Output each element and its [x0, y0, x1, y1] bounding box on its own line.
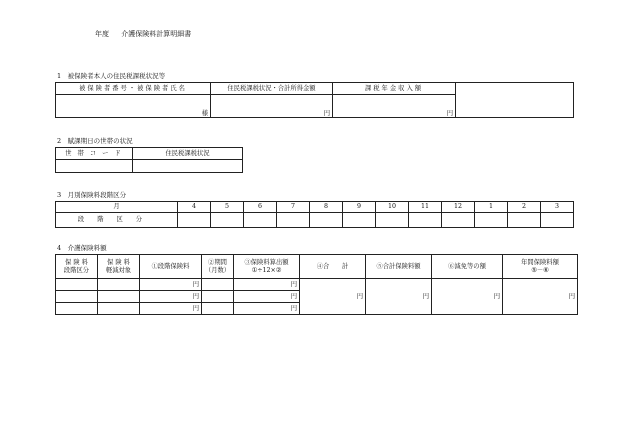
month-label: 月	[56, 202, 178, 213]
total-premium-header: ⑤合計保険料額	[366, 255, 432, 279]
table-cell	[98, 291, 140, 303]
premium-class-header-line2: 段階区分	[63, 266, 90, 274]
month-1: 1	[475, 202, 508, 213]
premium-class-header-line1: 保 険 料	[65, 259, 88, 267]
period-header-line1: ②期間	[208, 259, 227, 267]
month-12: 12	[442, 202, 475, 213]
household-code-header: 世 帯 コ ー ド	[56, 148, 133, 160]
class-cell	[343, 213, 376, 228]
period-cell	[202, 291, 234, 303]
insured-number-name-header: 被保険者番号・被保険者氏名	[56, 83, 211, 95]
month-2: 2	[508, 202, 541, 213]
class-cell	[310, 213, 343, 228]
calculated-premium-header	[234, 255, 300, 279]
class-cell	[475, 213, 508, 228]
class-cell	[244, 213, 277, 228]
monthly-class-table	[55, 201, 574, 228]
calculated-premium-header-line1: ③保険料算出額	[244, 259, 289, 267]
pension-income-cell: 円	[333, 95, 456, 118]
insured-tax-table	[55, 82, 574, 118]
household-table	[55, 147, 243, 173]
household-tax-status-header: 住民税課税状況	[133, 148, 243, 160]
table-cell	[56, 291, 98, 303]
class-cell	[178, 213, 211, 228]
period-header-line2: （月数）	[204, 266, 231, 274]
annual-premium-header-line1: 年間保険料額	[521, 259, 559, 267]
tier-premium-header: ①段階保険料	[140, 255, 202, 279]
class-cell	[277, 213, 310, 228]
month-4: 4	[178, 202, 211, 213]
section4-heading: 4 介護保険料額	[57, 244, 107, 252]
title-main: 介護保険料計算明細書	[121, 30, 192, 38]
exemption-header: ⑥減免等の額	[432, 255, 503, 279]
period-header	[202, 255, 234, 279]
class-cell	[442, 213, 475, 228]
table-cell	[56, 279, 98, 291]
total-income-cell: 円	[211, 95, 333, 118]
table-cell	[98, 279, 140, 291]
month-11: 11	[409, 202, 442, 213]
section1-heading: 1 被保険者本人の住民税課税状況等	[57, 72, 166, 80]
section2-heading: 2 賦課期日の世帯の状況	[57, 137, 133, 145]
annual-premium-header	[503, 255, 578, 279]
premium-class-header	[56, 255, 98, 279]
total-header: ④合 計	[300, 255, 366, 279]
year-label: 年度	[95, 30, 109, 38]
calculated-premium-cell: 円	[234, 279, 300, 291]
month-9: 9	[343, 202, 376, 213]
section3-heading: 3 月別保険料段階区分	[57, 191, 127, 199]
reduction-target-header-line1: 保 険 料	[107, 259, 130, 267]
month-7: 7	[277, 202, 310, 213]
month-6: 6	[244, 202, 277, 213]
annual-premium-cell: 円	[503, 279, 578, 315]
month-3: 3	[541, 202, 574, 213]
table-cell	[56, 303, 98, 315]
class-cell	[508, 213, 541, 228]
blank-cell	[456, 83, 574, 118]
tier-premium-cell: 円	[140, 279, 202, 291]
household-code-cell	[56, 160, 133, 173]
reduction-target-header-line2: 軽減対象	[105, 266, 132, 274]
class-cell	[541, 213, 574, 228]
premium-table	[55, 254, 578, 315]
insured-name-cell: 様	[56, 95, 211, 118]
total-premium-cell: 円	[366, 279, 432, 315]
calculated-premium-header-line2: ①÷12×②	[251, 266, 282, 274]
household-tax-status-cell	[133, 160, 243, 173]
document-title	[95, 29, 191, 39]
month-10: 10	[376, 202, 409, 213]
tier-premium-cell: 円	[140, 303, 202, 315]
class-cell	[409, 213, 442, 228]
period-cell	[202, 303, 234, 315]
calculated-premium-cell: 円	[234, 291, 300, 303]
resident-tax-status-header: 住民税課税状況・合計所得金額	[211, 83, 333, 95]
month-8: 8	[310, 202, 343, 213]
annual-premium-header-line2: ⑤－⑥	[531, 266, 549, 274]
period-cell	[202, 279, 234, 291]
reduction-target-header	[98, 255, 140, 279]
month-5: 5	[211, 202, 244, 213]
table-cell	[98, 303, 140, 315]
taxable-pension-header: 課税年金収入額	[333, 83, 456, 95]
class-cell	[211, 213, 244, 228]
exemption-cell: 円	[432, 279, 503, 315]
class-cell	[376, 213, 409, 228]
total-cell: 円	[300, 279, 366, 315]
calculated-premium-cell: 円	[234, 303, 300, 315]
tier-premium-cell: 円	[140, 291, 202, 303]
class-row-label: 段階区分	[56, 213, 178, 228]
